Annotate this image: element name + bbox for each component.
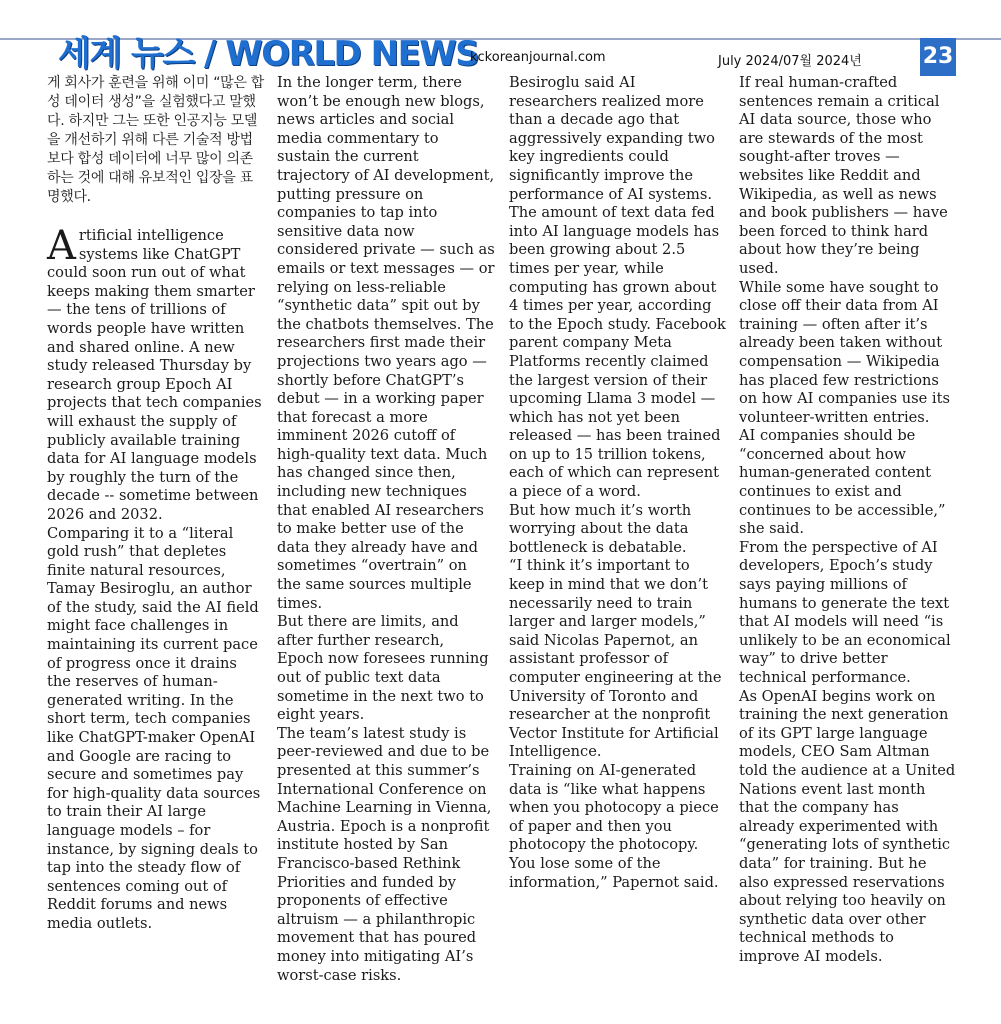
drop-cap: A	[47, 223, 76, 269]
article-paragraph: The team’s latest study is peer-reviewed and due to be presented at this summer’s International Conference on Machine Learning in Vienna, Austria. Epoch is a nonprofit institute hosted by San Francisco-based Rethink Priorities and funded by proponents of effective altruism — a philanthropic movement that has poured money into mitigating AI’s worst-case risks.	[277, 724, 492, 984]
article-paragraph: Besiroglu said AI researchers realized more than a decade ago that aggressively expanding two key ingredients could significantly improve the performance of AI systems.	[509, 74, 715, 203]
article-paragraph: In the longer term, there won’t be enough new blogs, news articles and social media commentary to sustain the current trajectory of AI development, putting pressure on companies to tap into sensitive data now considered private — such as emails or text messages — or relying on less-reliable “synthetic data” spit out by the chatbots themselves. The researchers first made their projections two years ago — shortly before ChatGPT’s debut — in a working paper that forecast a more imminent 2026 cutoff of high-quality text data. Much has changed since then, including new techniques that enabled AI researchers to make better use of the data they already have and sometimes “overtrain” on the same sources multiple times.	[277, 74, 495, 612]
column-spacer	[47, 207, 265, 227]
article-paragraph: But there are limits, and after further research, Epoch now foresees running out of public text data sometime in the next two to eight years.	[277, 613, 489, 724]
article-paragraph: As OpenAI begins work on training the next generation of its GPT large language models, CEO Sam Altman told the audience at a United Nations event last month that the company has already experimented with “generating lots of synthetic data” for training. But he also expressed reservations about relying too heavily on synthetic data over other technical methods to improve AI models.	[739, 687, 956, 965]
page-header	[0, 0, 1001, 78]
lead-paragraph	[47, 223, 265, 525]
issue-date: July 2024/07월 2024년	[718, 54, 862, 69]
article-paragraph: “I think it’s important to keep in mind that we don’t necessarily need to train larger and larger models,” said Nicolas Papernot, an assistant professor of computer engineering at the University of Toronto and researcher at the nonprofit Vector Institute for Artificial Intelligence.	[509, 557, 722, 761]
article-paragraph: The amount of text data fed into AI language models has been growing about 2.5 times per year, while computing has grown about 4 times per year, according to the Epoch study. Facebook parent company Meta Platforms recently claimed the largest version of their upcoming Llama 3 model — which has not yet been released — has been trained on up to 15 trillion tokens, each of which can represent a piece of a word.	[509, 204, 726, 501]
article-paragraph: Comparing it to a “literal gold rush” that depletes finite natural resources, Tamay Besiroglu, an author of the study, said the AI field might face challenges in maintaining its current pace of progress once it drains the reserves of human-generated writing. In the short term, tech companies like ChatGPT-maker OpenAI and Google are racing to secure and sometimes pay for high-quality data sources to train their AI large language models – for instance, by signing deals to tap into the steady flow of sentences coming out of Reddit forums and news media outlets.	[47, 524, 261, 932]
site-url: kckoreanjournal.com	[470, 50, 606, 65]
page-number: 23	[920, 38, 956, 76]
article-column-3	[509, 74, 727, 974]
article-paragraph: If real human-crafted sentences remain a critical AI data source, those who are stewards of the most sought-after troves — websites like Reddit and Wikipedia, as well as news and book publishers — have been forced to think hard about how they’re being used.	[739, 74, 948, 277]
article-column-1	[47, 74, 265, 974]
article-paragraph: But how much it’s worth worrying about the data bottleneck is debatable.	[509, 501, 692, 556]
article-paragraph: Training on AI-generated data is “like what happens when you photocopy a piece of paper and then you photocopy the photocopy. You lose some of the information,” Papernot said.	[509, 761, 719, 891]
article-column-4	[739, 74, 957, 974]
article-column-2	[277, 74, 495, 984]
lead-paragraph-text: rtificial intelligence systems like ChatGPT could soon run out of what keeps making them smarter — the tens of trillions of words people have written and shared online. A new study released Thursday by research group Epoch AI projects that tech companies will exhaust the supply of publicly available training data for AI language models by roughly the turn of the decade -- sometime between 2026 and 2032.	[47, 227, 262, 523]
korean-article-tail: 게 회사가 훈련을 위해 이미 “많은 합성 데이터 생성”을 실험했다고 말했다. 하지만 그는 또한 인공지능 모델을 개선하기 위해 다른 기술적 방법보다 합성 데이터에 너무 많이 의존하는 것에 대해 유보적인 입장을 표명했다.	[47, 75, 264, 205]
masthead-title: 세계 뉴스 / WORLD NEWS	[58, 34, 479, 74]
article-paragraph: From the perspective of AI developers, Epoch’s study says paying millions of humans to generate the text that AI models will need “is unlikely to be an economical way” to drive better technical performance.	[739, 538, 951, 686]
article-paragraph: While some have sought to close off their data from AI training — often after it’s already been taken without compensation — Wikipedia has placed few restrictions on how AI companies use its volunteer-written entries.	[739, 278, 950, 426]
article-paragraph: AI companies should be “concerned about how human-generated content continues to exist and continues to be accessible,” she said.	[739, 427, 946, 538]
